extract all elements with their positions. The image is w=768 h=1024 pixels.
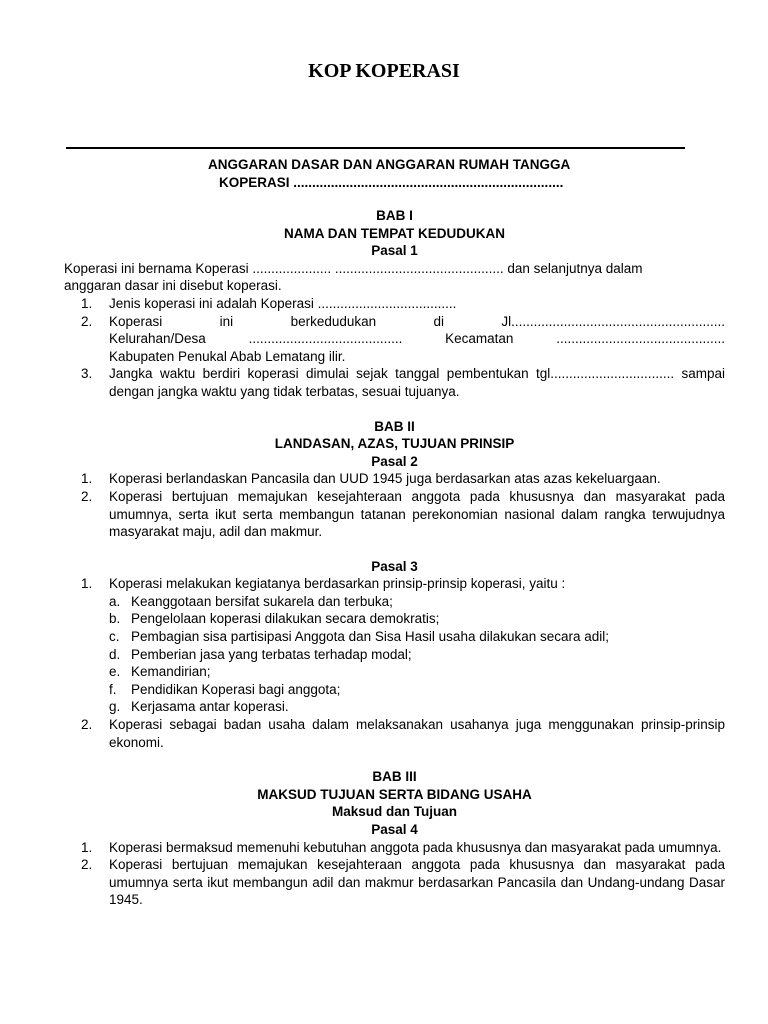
sub-list-item [64,681,725,699]
word: ......................................... [248,331,403,347]
word: ............................................. [556,331,725,347]
bab-1-intro-line-1: Koperasi ini bernama Koperasi ..................... ............................................. dan selanjutnya dalam [64,260,643,276]
list-number: 1. [81,471,93,487]
bab-3-label: BAB III [372,769,417,785]
sub-list-item [64,646,725,664]
list-number: 3. [81,366,93,382]
list-number: 2. [81,857,93,873]
sub-list-letter: c. [109,629,120,645]
sub-list-letter: f. [109,681,117,697]
list-number: 1. [81,576,93,592]
list-number: 1. [81,295,93,311]
list-item [64,313,725,366]
sub-list-item [64,698,725,716]
sub-list-text: Pemberian jasa yang terbatas terhadap modal; [131,646,412,662]
list-text: Jenis koperasi ini adalah Koperasi ..................................... [109,295,457,311]
bab-1-label: BAB I [376,208,413,223]
list-text: Jangka waktu berdiri koperasi dimulai sejak tanggal pembentukan tgl................................. sampai dengan jangka waktu yang tidak terbatas, sesuai tujuanya. [109,366,725,399]
sub-list-text: Kemandirian; [131,664,211,680]
list-item [64,488,725,541]
list-number: 2. [81,717,93,733]
sub-list-letter: a. [109,593,121,609]
bab-2-label: BAB II [374,418,415,434]
pasal-1-label: Pasal 1 [371,243,418,259]
header-divider [66,147,685,149]
sub-list-item [64,593,725,611]
list-text [109,313,725,366]
sub-list-item [64,663,725,681]
list-text: Koperasi bertujuan memajukan kesejahteraan anggota pada khususnya dan masyarakat pada umumnya serta ikut membangun adil dan makmur berdasarkan Pancasila dan Undang-undang Dasar 1945. [109,857,725,908]
sub-list-text: Kerjasama antar koperasi. [131,699,289,715]
pasal-4-label: Pasal 4 [371,822,418,837]
bab-3-subheading: Maksud dan Tujuan [331,804,457,820]
document-title-line-2: KOPERASI ........................................................................ [219,175,564,190]
list-item [64,575,725,593]
bab-1-intro [64,260,725,295]
pasal-2-label: Pasal 2 [371,453,418,469]
bab-1-intro-line-2: anggaran dasar ini disebut koperasi. [64,278,282,294]
sub-list-text: Pengelolaan koperasi dilakukan secara demokratis; [131,611,440,627]
sub-list-item [64,610,725,628]
bab-3-heading: MAKSUD TUJUAN SERTA BIDANG USAHA [257,786,532,802]
word: di [433,313,445,329]
list-item [64,856,725,909]
list-item [64,295,725,313]
list-text: Koperasi melakukan kegiatanya berdasarkan prinsip-prinsip koperasi, yaitu : [109,576,566,592]
list-item [64,839,725,857]
list-text: Koperasi bermaksud memenuhi kebutuhan anggota pada khususnya dan masyarakat pada umumnya. [109,839,722,855]
list-text: Koperasi bertujuan memajukan kesejahteraan anggota pada khususnya dan masyarakat pada umumnya, serta ikut serta membangun tatanan perekonomian nasional dalam rangka terwujudnya masyarakat maju, adil dan makmur. [109,488,725,540]
word: berkedudukan [290,313,377,329]
list-item [64,470,725,488]
document-title-line-1: ANGGARAN DASAR DAN ANGGARAN RUMAH TANGGA [208,157,571,172]
word: Jl......................................................... [501,313,725,329]
sub-list-text: Pembagian sisa partisipasi Anggota dan Sisa Hasil usaha dilakukan secara adil; [131,629,610,645]
document-body [64,207,725,909]
sub-list-letter: g. [109,699,121,715]
list-item [64,365,725,400]
word: Kelurahan/Desa [109,331,206,347]
list-text: Koperasi berlandaskan Pancasila dan UUD 1945 juga berdasarkan atas azas kekeluargaan. [109,471,661,487]
address-line-2 [109,330,725,348]
sub-list-letter: b. [109,611,121,627]
sub-list-item [64,628,725,646]
bab-1-heading: NAMA DAN TEMPAT KEDUDUKAN [284,225,505,241]
sub-list-letter: d. [109,646,121,662]
word: Kecamatan [445,331,514,347]
address-line-1 [109,313,725,331]
pasal-3-label: Pasal 3 [371,558,418,574]
list-number: 2. [81,488,93,504]
sub-list-text: Keanggotaan bersifat sukarela dan terbuka; [131,593,393,609]
bab-2-heading: LANDASAN, AZAS, TUJUAN PRINSIP [274,436,515,452]
word: ini [219,313,234,329]
list-item [64,716,725,751]
sub-list-text: Pendidikan Koperasi bagi anggota; [131,681,341,697]
list-text: Koperasi sebagai badan usaha dalam melaksanakan usahanya juga menggunakan prinsip-prinsip ekonomi. [109,717,725,750]
address-line-3: Kabupaten Penukal Abab Lematang ilir. [109,348,346,364]
letterhead-title: KOP KOPERASI [308,60,460,82]
word: Koperasi [109,313,163,329]
list-number: 1. [81,839,93,855]
sub-list-letter: e. [109,664,121,680]
list-number: 2. [81,313,93,329]
